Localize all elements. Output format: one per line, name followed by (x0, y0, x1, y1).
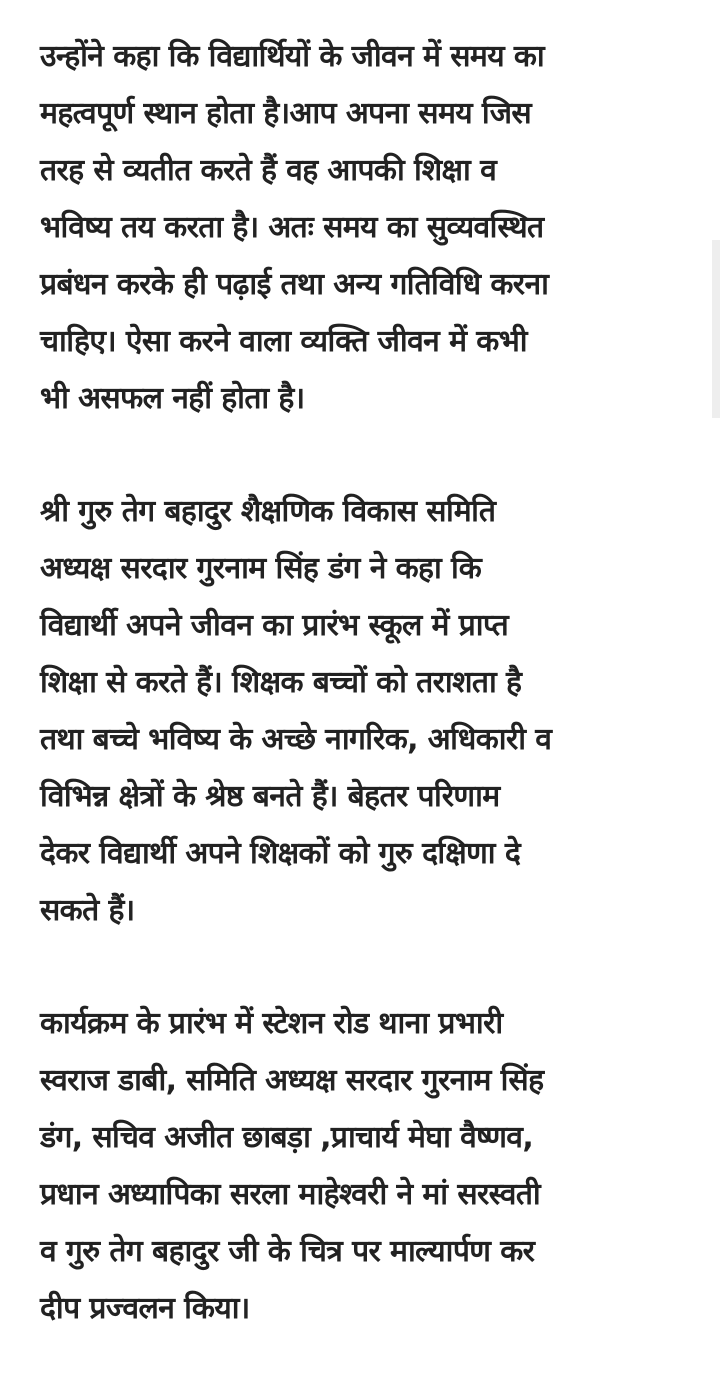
paragraph-line: विद्यार्थी अपने जीवन का प्रारंभ स्कूल में प्राप्त (40, 608, 509, 643)
scrollbar[interactable] (712, 240, 720, 418)
paragraph-line: विभिन्न क्षेत्रों के श्रेष्ठ बनते हैं। बेहतर परिणाम (40, 779, 500, 814)
article-paragraph-2 (40, 483, 670, 939)
paragraph-line: अध्यक्ष सरदार गुरनाम सिंह डंग ने कहा कि (40, 551, 482, 586)
paragraph-line: दीप प्रज्वलन किया। (40, 1291, 250, 1326)
paragraph-line: प्रबंधन करके ही पढ़ाई तथा अन्य गतिविधि करना (40, 267, 549, 302)
article-body (40, 28, 670, 1393)
article-paragraph-3 (40, 995, 670, 1337)
paragraph-line: देकर विद्यार्थी अपने शिक्षकों को गुरु दक्षिणा दे (40, 836, 521, 871)
paragraph-line: चाहिए। ऐसा करने वाला व्यक्ति जीवन में कभी (40, 324, 527, 359)
paragraph-line: कार्यक्रम के प्रारंभ में स्टेशन रोड थाना प्रभारी (40, 1006, 503, 1041)
paragraph-line: भी असफल नहीं होता है। (40, 381, 305, 416)
paragraph-line: भविष्य तय करता है। अतः समय का सुव्यवस्थित (40, 210, 544, 245)
paragraph-line: श्री गुरु तेग बहादुर शैक्षणिक विकास समिति (40, 494, 496, 529)
paragraph-line: डंग, सचिव अजीत छाबड़ा ,प्राचार्य मेघा वैष्णव, (40, 1120, 534, 1155)
paragraph-line: स्वराज डाबी, समिति अध्यक्ष सरदार गुरनाम सिंह (40, 1063, 544, 1098)
article-paragraph-1 (40, 28, 670, 427)
paragraph-line: तरह से व्यतीत करते हैं वह आपकी शिक्षा व (40, 153, 497, 188)
paragraph-line: उन्होंने कहा कि विद्यार्थियों के जीवन में समय का (40, 39, 545, 74)
paragraph-line: शिक्षा से करते हैं। शिक्षक बच्चों को तराशता है (40, 665, 522, 700)
paragraph-line: सकते हैं। (40, 893, 135, 928)
paragraph-line: प्रधान अध्यापिका सरला माहेश्वरी ने मां सरस्वती (40, 1177, 541, 1212)
paragraph-line: महत्वपूर्ण स्थान होता है।आप अपना समय जिस (40, 96, 532, 131)
paragraph-line: तथा बच्चे भविष्य के अच्छे नागरिक, अधिकारी व (40, 722, 552, 757)
paragraph-line: व गुरु तेग बहादुर जी के चित्र पर माल्यार्पण कर (40, 1234, 535, 1269)
